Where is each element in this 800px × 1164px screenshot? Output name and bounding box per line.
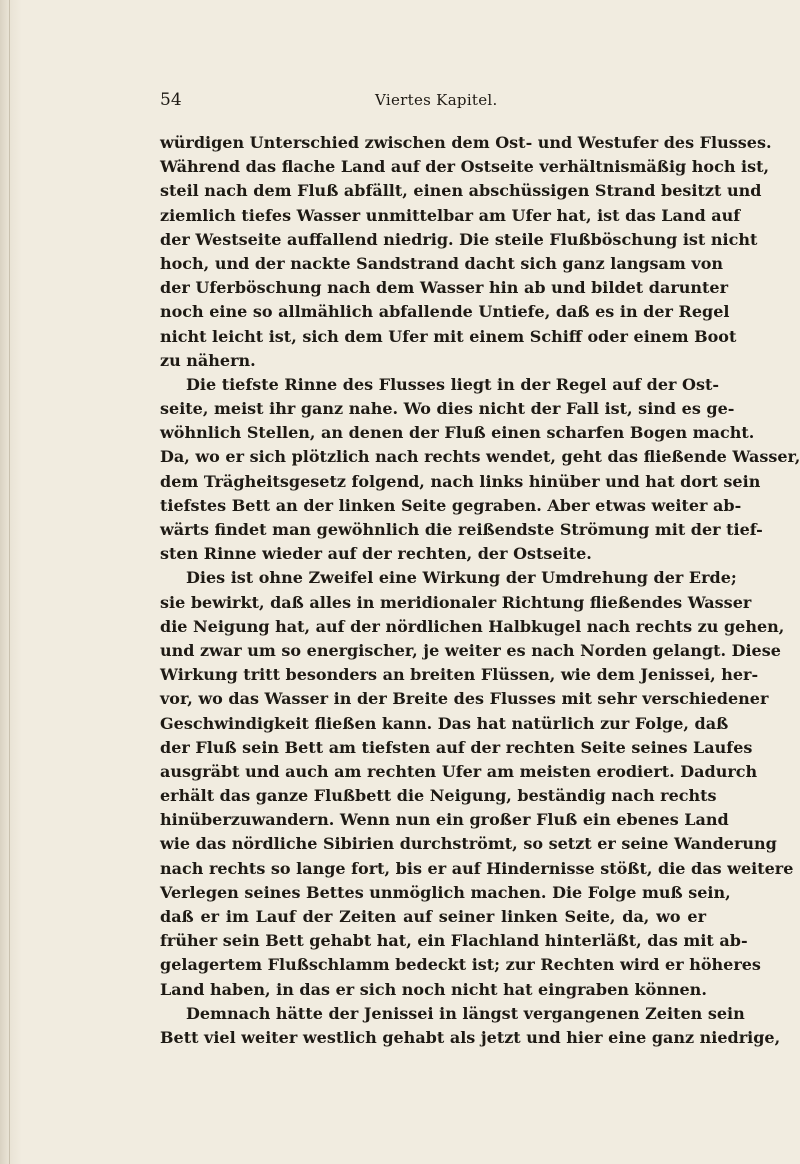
text-line: nicht leicht ist, sich dem Ufer mit einem Schiff oder einem Boot [160, 326, 737, 346]
text-line: gelagertem Flußschlamm bedeckt ist; zur Rechten wird er höheres [160, 955, 761, 975]
text-line: und zwar um so energischer, je weiter es nach Norden gelangt. Diese [160, 640, 781, 660]
page-edge [0, 0, 22, 1164]
text-line: wöhnlich Stellen, an denen der Fluß einen scharfen Bogen macht. [160, 423, 755, 443]
text-line: Demnach hätte der Jenissei in längst vergangenen Zeiten sein [186, 1003, 745, 1023]
text-line: würdigen Unterschied zwischen dem Ost- und Westufer des Flusses. [160, 133, 772, 152]
text-line: die Neigung hat, auf der nördlichen Halbkugel nach rechts zu gehen, [160, 616, 785, 636]
text-line: steil nach dem Fluß abfällt, einen abschüssigen Strand besitzt und [160, 181, 762, 201]
text-line: der Westseite auffallend niedrig. Die steile Flußböschung ist nicht [160, 229, 758, 249]
text-line: ausgräbt und auch am rechten Ufer am meisten erodiert. Dadurch [160, 761, 758, 781]
text-line: wärts findet man gewöhnlich die reißendste Strömung mit der tief- [160, 520, 763, 539]
text-line: Land haben, in das er sich noch nicht hat eingraben können. [160, 979, 707, 999]
text-line: tiefstes Bett an der linken Seite gegraben. Aber etwas weiter ab- [160, 495, 742, 515]
text-line: Dies ist ohne Zweifel eine Wirkung der Umdrehung der Erde; [186, 568, 737, 588]
text-line: vor, wo das Wasser in der Breite des Flusses mit sehr verschiedener [160, 689, 769, 709]
text-line: Verlegen seines Bettes unmöglich machen. Die Folge muß sein, [160, 882, 731, 902]
text-line: ziemlich tiefes Wasser unmittelbar am Ufer hat, ist das Land auf [160, 205, 741, 225]
text-line: noch eine so allmählich abfallende Untiefe, daß es in der Regel [160, 302, 730, 322]
text-line: erhält das ganze Flußbett die Neigung, beständig nach rechts [160, 786, 717, 806]
text-line: sten Rinne wieder auf der rechten, der Ostseite. [160, 544, 592, 564]
text-line: sie bewirkt, daß alles in meridionaler Richtung fließendes Wasser [160, 592, 752, 612]
page-header [160, 90, 706, 114]
text-line: hoch, und der nackte Sandstrand dacht sich ganz langsam von [160, 253, 724, 273]
binding-line [9, 0, 10, 1164]
text-line: Während das flache Land auf der Ostseite verhältnismäßig hoch ist, [160, 157, 770, 177]
paragraph [160, 566, 794, 1001]
running-head: Viertes Kapitel. [375, 91, 498, 109]
text-line: früher sein Bett gehabt hat, ein Flachland hinterläßt, das mit ab- [160, 931, 748, 951]
page-number: 54 [160, 90, 182, 110]
text-line: hinüberzuwandern. Wenn nun ein großer Fluß ein ebenes Land [160, 810, 729, 830]
text-line: zu nähern. [160, 350, 256, 370]
text-line: der Fluß sein Bett am tiefsten auf der rechten Seite seines Laufes [160, 737, 753, 757]
text-line: Geschwindigkeit fließen kann. Das hat natürlich zur Folge, daß [160, 713, 729, 733]
text-line: seite, meist ihr ganz nahe. Wo dies nicht der Fall ist, sind es ge- [160, 399, 735, 419]
text-line: nach rechts so lange fort, bis er auf Hindernisse stößt, die das weitere [160, 858, 794, 878]
text-line: wie das nördliche Sibirien durchströmt, so setzt er seine Wanderung [160, 834, 777, 854]
paragraph [160, 1002, 781, 1050]
text-line: dem Trägheitsgesetz folgend, nach links hinüber und hat dort sein [160, 471, 761, 491]
body-text [160, 131, 800, 1050]
text-line: Die tiefste Rinne des Flusses liegt in der Regel auf der Ost- [186, 374, 719, 394]
text-line: Bett viel weiter westlich gehabt als jetzt und hier eine ganz niedrige, [160, 1027, 781, 1047]
text-line: Wirkung tritt besonders an breiten Flüssen, wie dem Jenissei, her- [160, 665, 759, 685]
paragraph [160, 373, 800, 567]
paragraph [160, 131, 772, 373]
text-line: daß er im Lauf der Zeiten auf seiner linken Seite, da, wo er [160, 907, 706, 926]
text-line: Da, wo er sich plötzlich nach rechts wendet, geht das fließende Wasser, [160, 447, 800, 467]
text-line: der Uferböschung nach dem Wasser hin ab und bildet darunter [160, 278, 729, 298]
